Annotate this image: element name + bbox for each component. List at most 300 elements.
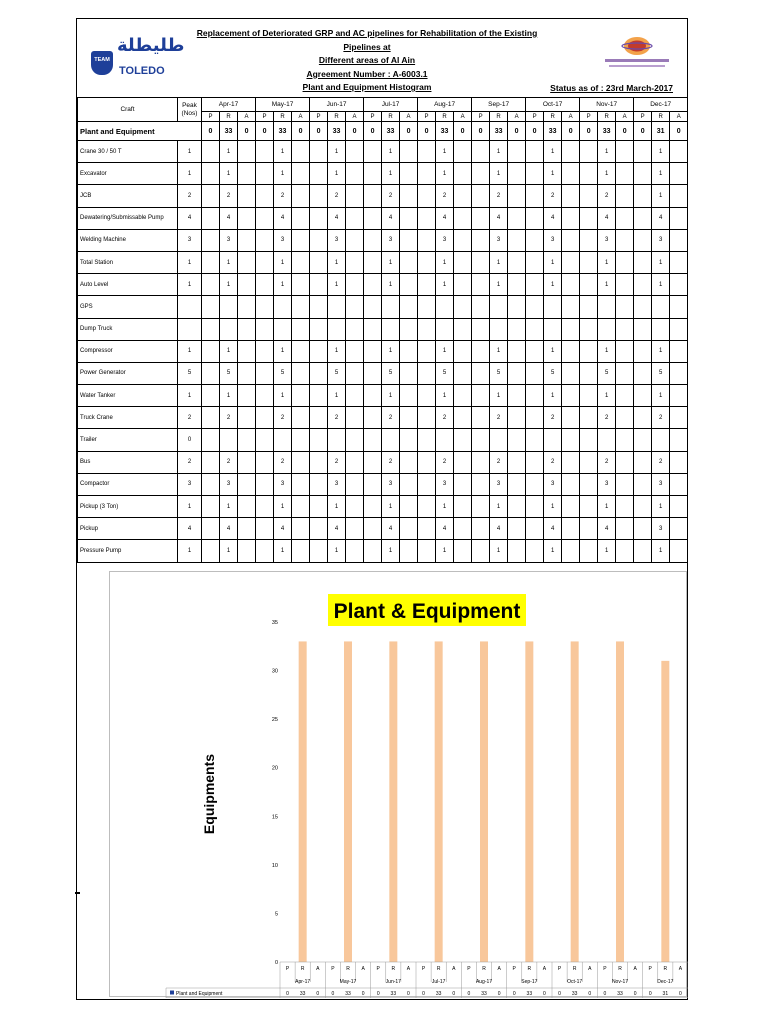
planned-cell — [418, 407, 436, 429]
planned-cell — [202, 540, 220, 562]
actual-cell — [346, 385, 364, 407]
planned-cell — [634, 296, 652, 318]
table-row — [78, 141, 688, 163]
actual-cell — [292, 251, 310, 273]
document-header — [177, 27, 557, 95]
planned-cell — [418, 251, 436, 273]
required-cell: 2 — [436, 407, 454, 429]
craft-cell: Pickup (3 Ton) — [78, 496, 178, 518]
actual-cell — [562, 340, 580, 362]
planned-cell — [202, 185, 220, 207]
planned-cell — [634, 518, 652, 540]
actual-cell — [400, 207, 418, 229]
table-row — [78, 185, 688, 207]
peak-cell: 2 — [178, 451, 202, 473]
required-cell — [220, 296, 238, 318]
required-cell: 1 — [652, 163, 670, 185]
actual-cell — [670, 429, 688, 451]
craft-cell: Total Station — [78, 251, 178, 273]
actual-cell — [670, 518, 688, 540]
actual-cell — [562, 318, 580, 340]
actual-cell — [400, 362, 418, 384]
planned-cell — [310, 407, 328, 429]
x-month-label: Nov-17 — [611, 979, 629, 985]
actual-cell — [508, 141, 526, 163]
actual-cell — [238, 163, 256, 185]
table-row — [78, 318, 688, 340]
planned-cell — [202, 141, 220, 163]
required-cell: 2 — [382, 185, 400, 207]
planned-cell — [634, 141, 652, 163]
required-cell — [382, 318, 400, 340]
required-cell: 1 — [382, 340, 400, 362]
y-tick-label: 0 — [274, 960, 278, 966]
actual-cell — [670, 141, 688, 163]
required-cell: 1 — [274, 274, 292, 296]
sub-header: R — [436, 112, 454, 122]
required-cell: 2 — [220, 407, 238, 429]
required-cell — [274, 318, 292, 340]
required-cell: 5 — [328, 362, 346, 384]
agreement-number: Agreement Number : A-6003.1 — [306, 68, 428, 79]
planned-cell — [364, 163, 382, 185]
team-toledo-logo — [89, 29, 185, 85]
actual-cell — [238, 229, 256, 251]
actual-cell — [670, 318, 688, 340]
actual-cell — [346, 229, 364, 251]
required-cell: 2 — [544, 185, 562, 207]
planned-cell — [364, 540, 382, 562]
planned-cell — [202, 362, 220, 384]
actual-cell — [238, 429, 256, 451]
planned-cell — [472, 496, 490, 518]
actual-cell — [346, 496, 364, 518]
table-row — [78, 518, 688, 540]
total-cell: 0 — [400, 122, 418, 141]
x-month-label: May-17 — [339, 979, 357, 985]
data-table-value: 0 — [376, 991, 380, 997]
actual-cell — [670, 451, 688, 473]
required-cell: 2 — [598, 185, 616, 207]
planned-cell — [526, 496, 544, 518]
required-cell: 4 — [220, 518, 238, 540]
peak-cell: 2 — [178, 407, 202, 429]
project-title-line1: Replacement of Deteriorated GRP and AC pipelines for Rehabilitation of the Existing Pipelines at — [196, 28, 538, 52]
planned-cell — [580, 496, 598, 518]
actual-cell — [454, 251, 472, 273]
actual-cell — [238, 185, 256, 207]
planned-cell — [472, 340, 490, 362]
month-header: Dec-17 — [634, 98, 688, 112]
planned-cell — [418, 362, 436, 384]
sub-header: A — [400, 112, 418, 122]
planned-cell — [256, 451, 274, 473]
required-cell: 1 — [598, 141, 616, 163]
required-cell: 1 — [328, 540, 346, 562]
required-cell: 1 — [274, 141, 292, 163]
data-table-value: 0 — [467, 991, 471, 997]
required-cell: 4 — [328, 518, 346, 540]
actual-cell — [670, 340, 688, 362]
bar — [525, 641, 533, 962]
planned-cell — [256, 340, 274, 362]
required-cell: 4 — [382, 518, 400, 540]
required-cell: 1 — [652, 385, 670, 407]
total-cell: 0 — [670, 122, 688, 141]
craft-cell: GPS — [78, 296, 178, 318]
total-cell: 0 — [202, 122, 220, 141]
required-cell: 2 — [436, 451, 454, 473]
planned-cell — [634, 540, 652, 562]
data-table-value: 33 — [299, 991, 306, 997]
required-cell: 1 — [544, 251, 562, 273]
required-cell: 1 — [382, 251, 400, 273]
planned-cell — [634, 251, 652, 273]
team-badge-icon: TEAM — [91, 51, 113, 75]
actual-cell — [292, 185, 310, 207]
y-tick-label: 5 — [274, 911, 278, 918]
actual-cell — [454, 274, 472, 296]
required-cell: 1 — [382, 163, 400, 185]
planned-cell — [310, 340, 328, 362]
planned-cell — [364, 340, 382, 362]
planned-cell — [580, 318, 598, 340]
craft-cell: Dewatering/Submissable Pump — [78, 207, 178, 229]
actual-cell — [400, 141, 418, 163]
actual-cell — [400, 540, 418, 562]
actual-cell — [292, 407, 310, 429]
table-row — [78, 251, 688, 273]
chart-area — [109, 571, 687, 997]
actual-cell — [400, 385, 418, 407]
planned-cell — [310, 518, 328, 540]
required-cell: 2 — [544, 407, 562, 429]
required-cell: 1 — [544, 163, 562, 185]
actual-cell — [346, 296, 364, 318]
actual-cell — [508, 296, 526, 318]
actual-cell — [238, 251, 256, 273]
craft-cell: Pressure Pump — [78, 540, 178, 562]
required-cell — [598, 429, 616, 451]
legend-swatch — [170, 991, 174, 995]
required-cell: 2 — [328, 185, 346, 207]
sub-header: A — [562, 112, 580, 122]
required-cell: 1 — [598, 496, 616, 518]
actual-cell — [670, 407, 688, 429]
actual-cell — [454, 318, 472, 340]
required-cell: 4 — [436, 518, 454, 540]
planned-cell — [580, 407, 598, 429]
month-header: Jun-17 — [310, 98, 364, 112]
actual-cell — [238, 362, 256, 384]
required-cell: 3 — [436, 229, 454, 251]
planned-cell — [526, 407, 544, 429]
craft-cell: JCB — [78, 185, 178, 207]
craft-cell: Compactor — [78, 473, 178, 495]
planned-cell — [418, 340, 436, 362]
required-cell: 4 — [544, 207, 562, 229]
craft-cell: Compressor — [78, 340, 178, 362]
planned-cell — [580, 296, 598, 318]
required-cell: 3 — [220, 229, 238, 251]
planned-cell — [418, 185, 436, 207]
planned-cell — [580, 229, 598, 251]
actual-cell — [400, 340, 418, 362]
actual-cell — [238, 207, 256, 229]
actual-cell — [508, 229, 526, 251]
actual-cell — [670, 163, 688, 185]
planned-cell — [364, 185, 382, 207]
actual-cell — [616, 540, 634, 562]
required-cell: 2 — [436, 185, 454, 207]
total-row — [78, 122, 688, 141]
planned-cell — [202, 318, 220, 340]
data-table-value: 0 — [648, 991, 652, 997]
planned-cell — [526, 251, 544, 273]
required-cell: 4 — [490, 518, 508, 540]
planned-cell — [310, 429, 328, 451]
required-cell: 5 — [436, 362, 454, 384]
actual-cell — [454, 362, 472, 384]
actual-cell — [292, 141, 310, 163]
actual-cell — [400, 429, 418, 451]
sub-header: A — [508, 112, 526, 122]
planned-cell — [310, 274, 328, 296]
x-sub-label: A — [497, 966, 501, 972]
planned-cell — [472, 385, 490, 407]
planned-cell — [526, 163, 544, 185]
total-cell: 33 — [544, 122, 562, 141]
actual-cell — [616, 385, 634, 407]
required-cell: 1 — [490, 141, 508, 163]
planned-cell — [364, 296, 382, 318]
planned-cell — [526, 473, 544, 495]
actual-cell — [292, 362, 310, 384]
sub-header: A — [616, 112, 634, 122]
required-cell: 1 — [220, 251, 238, 273]
required-cell: 3 — [382, 229, 400, 251]
x-month-label: Jul-17 — [431, 979, 446, 985]
actual-cell — [562, 251, 580, 273]
planned-cell — [418, 451, 436, 473]
planned-cell — [580, 274, 598, 296]
sub-header: A — [454, 112, 472, 122]
actual-cell — [346, 318, 364, 340]
actual-cell — [238, 518, 256, 540]
planned-cell — [526, 540, 544, 562]
x-month-label: Aug-17 — [475, 979, 493, 985]
planned-cell — [418, 473, 436, 495]
peak-header: Peak (Nos) — [178, 98, 202, 122]
table-row — [78, 207, 688, 229]
data-table-value: 33 — [617, 991, 623, 997]
planned-cell — [418, 163, 436, 185]
actual-cell — [292, 229, 310, 251]
actual-cell — [400, 451, 418, 473]
required-cell: 1 — [274, 251, 292, 273]
required-cell: 2 — [490, 407, 508, 429]
planned-cell — [256, 540, 274, 562]
required-cell: 1 — [220, 496, 238, 518]
data-table-value: 0 — [361, 991, 365, 997]
x-sub-label: P — [648, 966, 652, 972]
planned-cell — [310, 185, 328, 207]
sub-header: R — [544, 112, 562, 122]
actual-cell — [562, 407, 580, 429]
sub-header: R — [328, 112, 346, 122]
actual-cell — [508, 251, 526, 273]
peak-cell: 1 — [178, 141, 202, 163]
actual-cell — [400, 518, 418, 540]
total-cell: 33 — [220, 122, 238, 141]
data-table-value: 0 — [558, 991, 561, 997]
data-table-value: 0 — [588, 991, 592, 997]
sub-header: P — [364, 112, 382, 122]
data-table-value: 31 — [662, 991, 669, 997]
x-sub-label: P — [603, 966, 607, 972]
actual-cell — [454, 141, 472, 163]
required-cell: 2 — [382, 407, 400, 429]
total-cell: 33 — [490, 122, 508, 141]
actual-cell — [238, 407, 256, 429]
table-row — [78, 540, 688, 562]
table-row — [78, 229, 688, 251]
planned-cell — [256, 473, 274, 495]
peak-cell: 2 — [178, 185, 202, 207]
sub-header: P — [256, 112, 274, 122]
total-cell: 0 — [562, 122, 580, 141]
required-cell: 3 — [220, 473, 238, 495]
planned-cell — [418, 207, 436, 229]
required-cell — [274, 429, 292, 451]
total-cell: 0 — [526, 122, 544, 141]
required-cell: 2 — [652, 407, 670, 429]
table-row — [78, 407, 688, 429]
required-cell: 1 — [328, 385, 346, 407]
craft-cell: Bus — [78, 451, 178, 473]
total-cell: 0 — [472, 122, 490, 141]
planned-cell — [634, 318, 652, 340]
table-row — [78, 163, 688, 185]
actual-cell — [454, 496, 472, 518]
planned-cell — [526, 429, 544, 451]
actual-cell — [400, 318, 418, 340]
planned-cell — [526, 385, 544, 407]
table-row — [78, 385, 688, 407]
planned-cell — [580, 141, 598, 163]
total-cell: 33 — [382, 122, 400, 141]
actual-cell — [616, 229, 634, 251]
required-cell: 1 — [220, 163, 238, 185]
actual-cell — [562, 518, 580, 540]
planned-cell — [472, 251, 490, 273]
sub-header: P — [526, 112, 544, 122]
required-cell: 2 — [490, 185, 508, 207]
required-cell — [652, 318, 670, 340]
planned-cell — [418, 296, 436, 318]
sub-header: P — [580, 112, 598, 122]
actual-cell — [346, 251, 364, 273]
actual-cell — [238, 296, 256, 318]
month-header: May-17 — [256, 98, 310, 112]
planned-cell — [202, 496, 220, 518]
required-cell: 5 — [220, 362, 238, 384]
total-cell: 0 — [292, 122, 310, 141]
planned-cell — [202, 251, 220, 273]
peak-cell: 1 — [178, 540, 202, 562]
total-cell: 33 — [436, 122, 454, 141]
x-sub-label: R — [572, 966, 577, 972]
sub-header: P — [472, 112, 490, 122]
required-cell: 4 — [544, 518, 562, 540]
planned-cell — [202, 163, 220, 185]
planned-cell — [634, 407, 652, 429]
planned-cell — [310, 385, 328, 407]
planned-cell — [256, 185, 274, 207]
planned-cell — [310, 251, 328, 273]
sub-header: A — [292, 112, 310, 122]
client-logo-icon — [597, 33, 677, 73]
actual-cell — [508, 473, 526, 495]
craft-cell: Welding Machine — [78, 229, 178, 251]
required-cell — [598, 318, 616, 340]
required-cell: 1 — [652, 496, 670, 518]
peak-cell: 1 — [178, 385, 202, 407]
required-cell: 3 — [652, 473, 670, 495]
planned-cell — [364, 407, 382, 429]
required-cell: 3 — [598, 473, 616, 495]
data-table-value: 33 — [481, 991, 487, 997]
craft-cell: Power Generator — [78, 362, 178, 384]
peak-cell: 1 — [178, 251, 202, 273]
required-cell: 1 — [328, 340, 346, 362]
x-sub-label: A — [452, 966, 456, 972]
actual-cell — [238, 274, 256, 296]
required-cell — [436, 318, 454, 340]
table-row — [78, 340, 688, 362]
required-cell — [652, 296, 670, 318]
actual-cell — [616, 496, 634, 518]
required-cell — [436, 296, 454, 318]
actual-cell — [400, 185, 418, 207]
required-cell — [490, 296, 508, 318]
actual-cell — [454, 407, 472, 429]
required-cell: 1 — [274, 340, 292, 362]
actual-cell — [346, 518, 364, 540]
x-sub-label: R — [300, 966, 305, 972]
x-sub-label: R — [346, 966, 350, 972]
actual-cell — [670, 185, 688, 207]
required-cell: 3 — [274, 473, 292, 495]
planned-cell — [364, 274, 382, 296]
planned-cell — [580, 207, 598, 229]
planned-cell — [256, 141, 274, 163]
planned-cell — [634, 340, 652, 362]
table-row — [78, 451, 688, 473]
planned-cell — [418, 318, 436, 340]
required-cell: 2 — [598, 407, 616, 429]
planned-cell — [580, 185, 598, 207]
planned-cell — [472, 451, 490, 473]
actual-cell — [616, 518, 634, 540]
chart-title: Plant & Equipment — [333, 600, 521, 623]
planned-cell — [526, 207, 544, 229]
peak-cell — [178, 296, 202, 318]
planned-cell — [364, 429, 382, 451]
planned-cell — [202, 385, 220, 407]
required-cell: 2 — [274, 185, 292, 207]
required-cell: 3 — [598, 229, 616, 251]
